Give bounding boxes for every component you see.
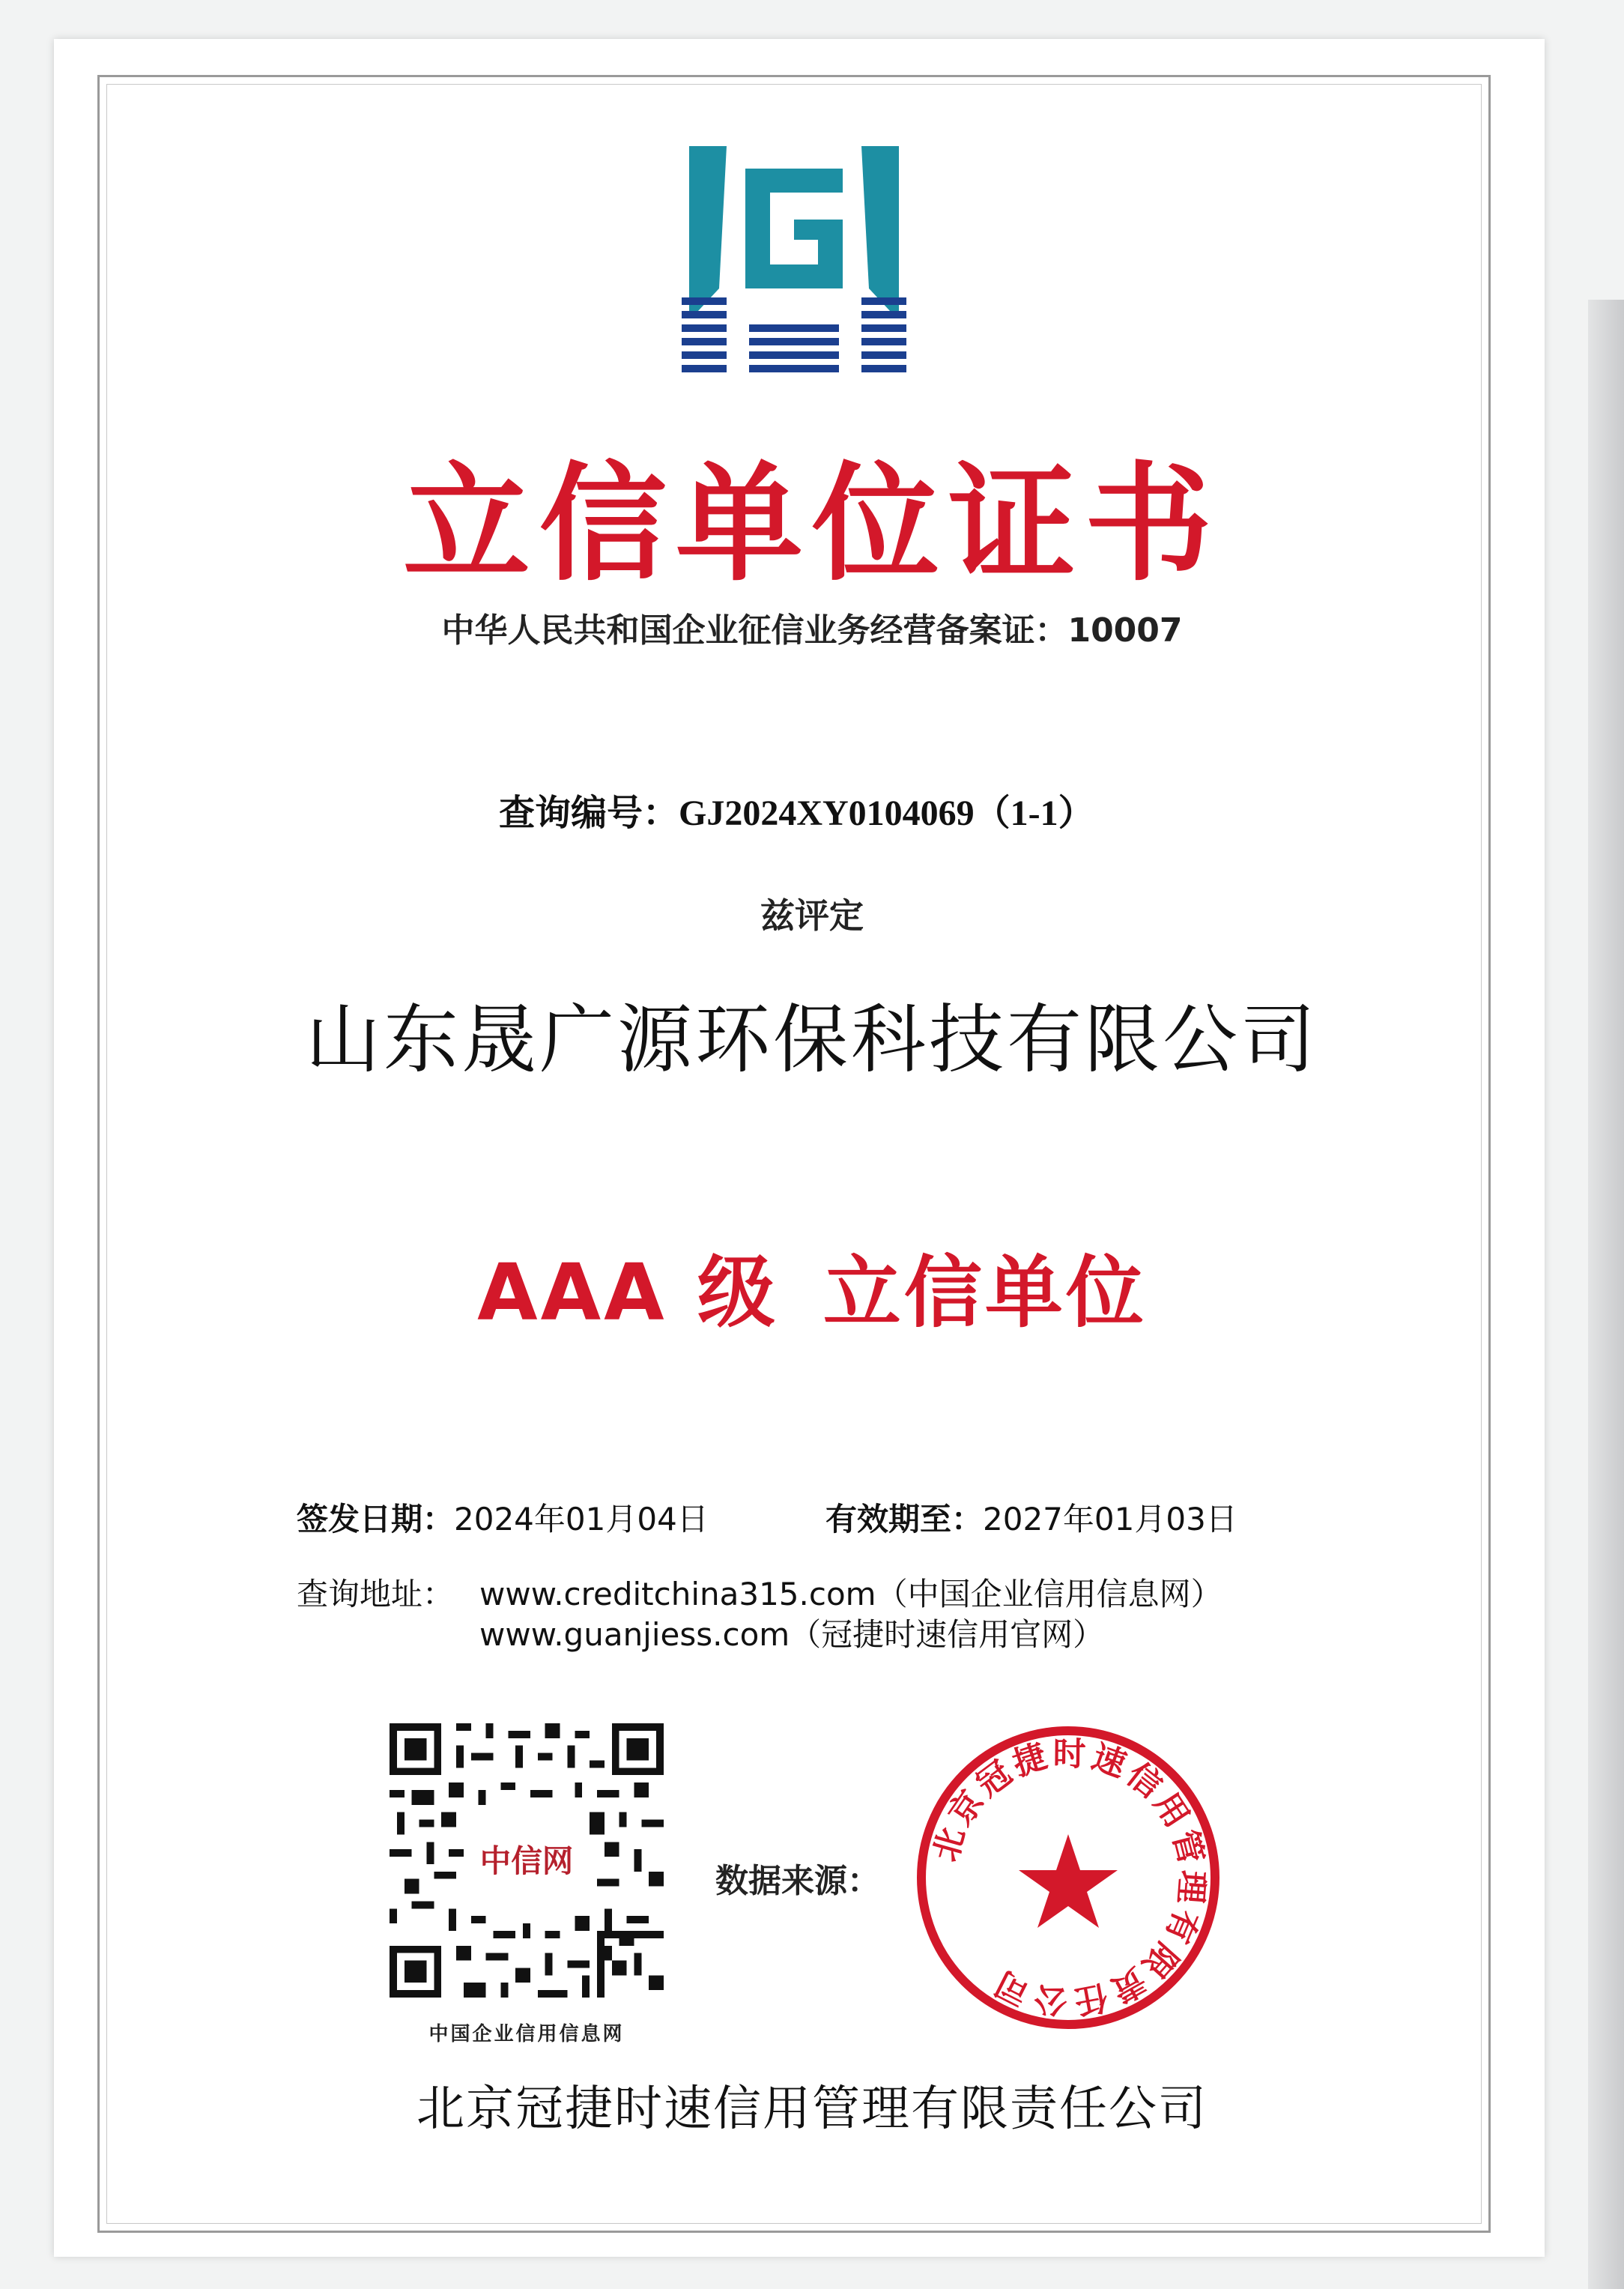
rating-line <box>0 1244 1624 1341</box>
valid-until-date: 2027年01月03日 <box>983 1501 1237 1537</box>
seal-text: 北京冠捷时速信用管理有限责任公司 <box>927 1735 1212 2022</box>
jgj-logo-icon <box>674 139 914 386</box>
query-number-label: 查询编号： <box>499 792 679 834</box>
issue-date: 2024年01月04日 <box>454 1501 709 1537</box>
valid-until-label: 有效期至： <box>825 1501 984 1537</box>
hereby-label: 兹评定 <box>760 895 864 936</box>
qr-caption: 中国企业信用信息网 <box>428 2023 625 2045</box>
query-number-row <box>499 787 1094 840</box>
certificate-title: 立信单位证书 <box>402 450 1221 599</box>
registration-number: 中华人民共和国企业征信业务经营备案证：10007 <box>441 611 1183 650</box>
rating-title: 立信单位 <box>822 1247 1147 1338</box>
data-source-label: 数据来源： <box>715 1862 880 1900</box>
qr-center-logo-text: 中信网 <box>479 1842 574 1879</box>
issue-date-label: 签发日期： <box>297 1501 455 1537</box>
certificate-inner-border <box>106 84 1482 2224</box>
company-name: 山东晟广源环保科技有限公司 <box>306 996 1318 1083</box>
issue-date-row <box>297 1497 709 1542</box>
query-number: GJ2024XY0104069（1-1） <box>679 793 1094 833</box>
query-address-label: 查询地址： <box>297 1576 455 1612</box>
issuer-name: 北京冠捷时速信用管理有限责任公司 <box>416 2081 1208 2137</box>
valid-until-row <box>825 1497 1237 1542</box>
query-url-1[interactable]: www.creditchina315.com（中国企业信用信息网） <box>479 1576 1222 1612</box>
rating-level: AAA 级 <box>477 1247 778 1338</box>
qr-code-icon <box>390 1723 664 1998</box>
red-seal-icon <box>914 1723 1222 2032</box>
query-url-2[interactable]: www.guanjiess.com（冠捷时速信用官网） <box>479 1616 1105 1653</box>
